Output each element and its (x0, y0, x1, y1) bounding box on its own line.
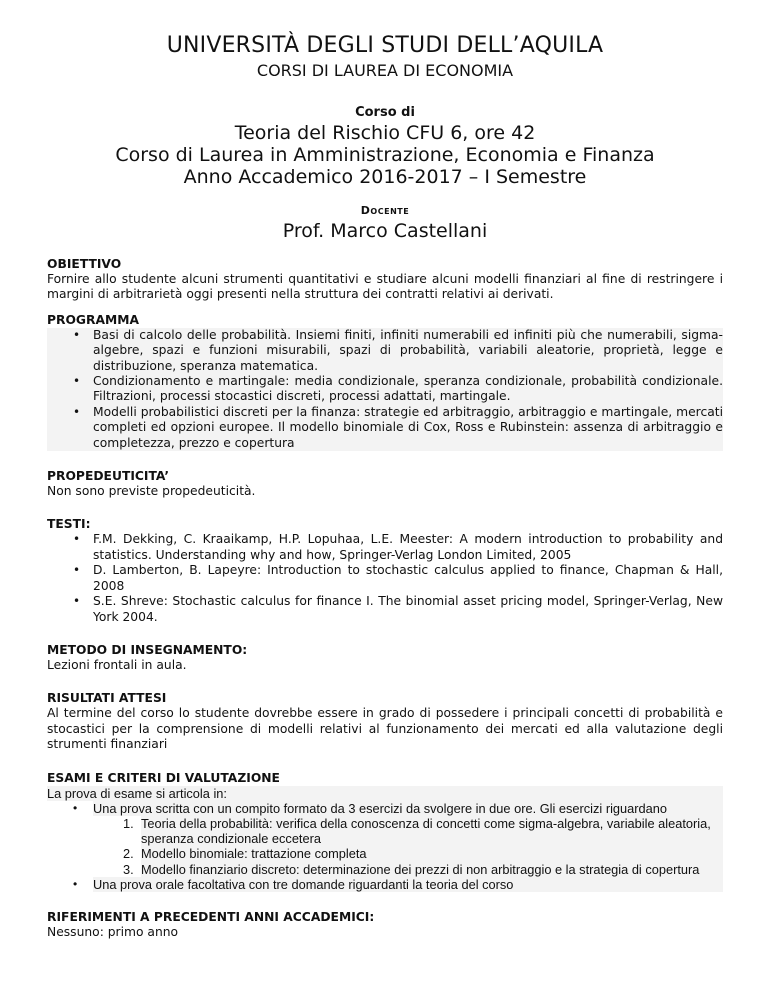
section-text: Al termine del corso lo studente dovrebbe essere in grado di possedere i principali concetti di probabilità e stocastici per la comprensione di modelli relativi al funzionamento dei mercati ed alla valutazione degli strumenti finanziari (47, 706, 723, 752)
docente-label: Docente (360, 204, 410, 217)
section-title: OBIETTIVO (47, 257, 122, 271)
item-number: 3. (123, 861, 134, 877)
section-text: Lezioni frontali in aula. (47, 657, 187, 672)
item-text: Modello binomiale: trattazione completa (141, 846, 367, 862)
section-propedeuticita (47, 469, 723, 499)
section-title: TESTI: (47, 517, 91, 532)
section-metodo (47, 643, 723, 673)
section-testi (47, 517, 723, 624)
exam-item-text: Una prova scritta con un compito formato da 3 esercizi da svolgere in due ore. Gli esercizi riguardano (93, 800, 668, 816)
list-item: • Basi di calcolo delle probabilità. Insiemi finiti, infiniti numerabili ed infiniti più che numerabili, sigma-algebre, spazi e funzioni misurabili, spazi di probabilità, variabili aleatorie, proprietà, legge e distribuzione, speranza matematica. (93, 328, 723, 374)
section-esami (47, 771, 723, 892)
section-riferimenti (47, 910, 723, 940)
section-title: RIFERIMENTI A PRECEDENTI ANNI ACCADEMICI: (47, 909, 375, 924)
course-title: Teoria del Rischio CFU 6, ore 42 (234, 122, 536, 144)
academic-year: Anno Accademico 2016-2017 – I Semestre (183, 166, 587, 188)
section-title: METODO DI INSEGNAMENTO: (47, 642, 248, 657)
section-title: PROGRAMMA (47, 312, 140, 327)
docente-name: Prof. Marco Castellani (282, 220, 488, 242)
section-text: La prova di esame si articola in: (47, 786, 723, 801)
section-title: PROPEDEUTICITA’ (47, 469, 169, 484)
document-page (47, 30, 723, 940)
list-item (123, 861, 723, 877)
list-item (93, 877, 723, 892)
item-text: Modello finanziario discreto: determinazione dei prezzi di non arbitraggio e la strategia di copertura (141, 861, 700, 877)
exam-item-text: Una prova orale facoltativa con tre domande riguardanti la teoria del corso (93, 876, 514, 892)
list-item: • D. Lamberton, B. Lapeyre: Introduction to stochastic calculus applied to finance, Chapman & Hall, 2008 (93, 563, 723, 594)
section-text: Fornire allo studente alcuni strumenti quantitativi e studiare alcuni modelli finanziari al fine di restringere i margini di arbitrarietà oggi presenti nella struttura dei contratti relativi ai derivati. (47, 272, 723, 302)
exam-list (47, 801, 723, 816)
university-name: UNIVERSITÀ DEGLI STUDI DELL’AQUILA (166, 33, 604, 58)
section-title: ESAMI E CRITERI DI VALUTAZIONE (47, 770, 280, 785)
program-list (47, 328, 723, 451)
faculty-name: CORSI DI LAUREA DI ECONOMIA (256, 61, 514, 80)
texts-list (47, 532, 723, 624)
section-risultati (47, 691, 723, 752)
exam-list (47, 877, 723, 892)
list-item: • S.E. Shreve: Stochastic calculus for finance I. The binomial asset pricing model, Springer-Verlag, New York 2004. (93, 594, 723, 625)
list-item (123, 846, 723, 862)
corso-di-label: Corso di (355, 105, 415, 120)
section-obiettivo (47, 257, 723, 303)
document-header (47, 32, 723, 243)
section-title: RISULTATI ATTESI (47, 691, 167, 706)
item-number: 1. (123, 815, 134, 831)
list-item: • Condizionamento e martingale: media condizionale, speranza condizionale, probabilità condizionale. Filtrazioni, processi stocastici discreti, processi adattati, martingale. (93, 374, 723, 405)
degree-program: Corso di Laurea in Amministrazione, Economia e Finanza (115, 144, 655, 166)
item-number: 2. (123, 846, 134, 862)
list-item (93, 801, 723, 816)
section-text: Non sono previste propedeuticità. (47, 484, 256, 499)
list-item: • Modelli probabilistici discreti per la finanza: strategie ed arbitraggio, arbitraggio e martingale, mercati completi ed opzioni europee. Il modello binomiale di Cox, Ross e Rubinstein: assenza di arbitraggio e completezza, prezzo e copertura (93, 405, 723, 451)
list-item (123, 815, 723, 847)
exam-sublist (47, 816, 723, 877)
item-text: Teoria della probabilità: verifica della conoscenza di concetti come sigma-algebra, variabile aleatoria, speranza condizionale eccetera (141, 815, 711, 847)
section-programma (47, 313, 723, 451)
section-text: Nessuno: primo anno (47, 924, 179, 939)
list-item: • F.M. Dekking, C. Kraaikamp, H.P. Lopuhaa, L.E. Meester: A modern introduction to probability and statistics. Understanding why and how, Springer-Verlag London Limited, 2005 (93, 532, 723, 563)
